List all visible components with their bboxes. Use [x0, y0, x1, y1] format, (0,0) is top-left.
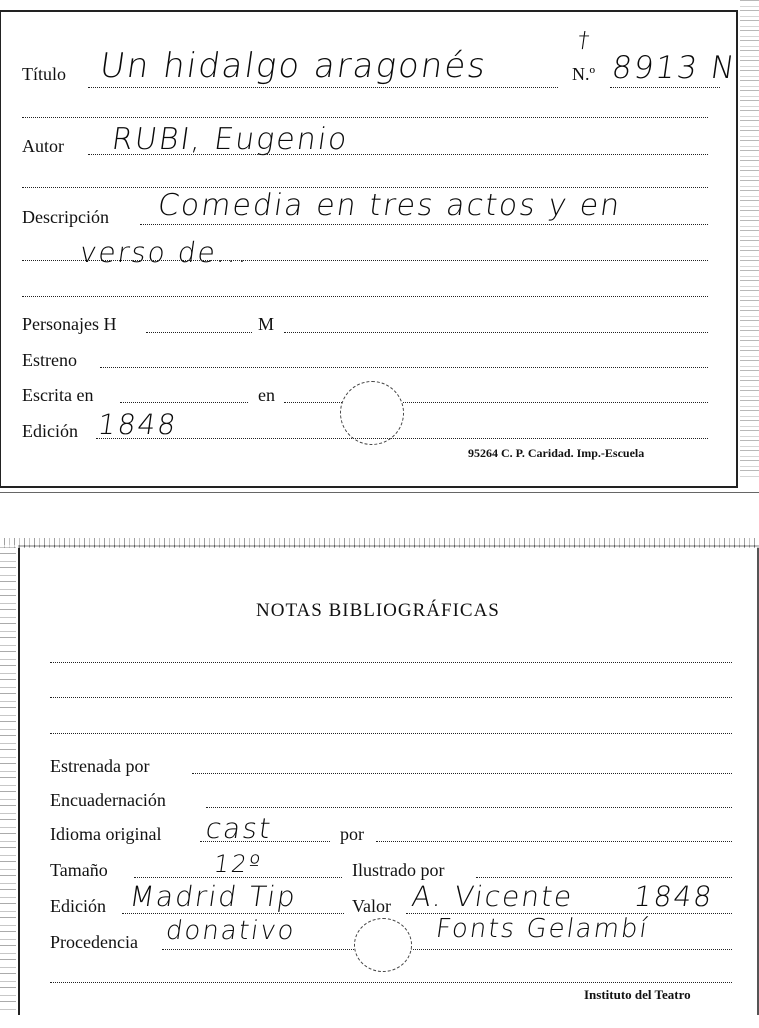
notas-line-1	[50, 662, 732, 663]
scan-edge-noise-top	[0, 538, 759, 548]
procedencia-value: donativo	[163, 916, 298, 946]
edicion-line	[96, 438, 708, 439]
procedencia-extra: Fonts Gelambí	[433, 914, 651, 944]
estreno-line	[100, 367, 708, 368]
idioma-por-label: por	[340, 824, 364, 844]
notas-line-2	[50, 697, 732, 698]
punch-hole	[340, 381, 404, 445]
numero-mark: †	[576, 28, 593, 53]
encuadernacion-line	[206, 807, 732, 808]
tamano-label: Tamaño	[50, 860, 108, 880]
procedencia-label: Procedencia	[50, 932, 138, 952]
valor-label: Valor	[352, 896, 391, 916]
titulo-label: Título	[22, 64, 66, 84]
blank-line-4	[22, 296, 708, 297]
personajes-m-line	[284, 332, 708, 333]
autor-label: Autor	[22, 136, 64, 156]
autor-value: RUBI, Eugenio	[109, 122, 351, 157]
notas-line-bottom	[50, 982, 732, 983]
titulo-value: Un hidalgo aragonés	[97, 46, 490, 86]
notas-line-3	[50, 733, 732, 734]
edicion-label: Edición	[22, 421, 78, 441]
tamano-value: 12º	[212, 850, 264, 878]
notas-heading: NOTAS BIBLIOGRÁFICAS	[256, 600, 500, 621]
personajes-h-line	[146, 332, 252, 333]
blank-line-3	[22, 260, 708, 261]
scan-edge-noise-left	[0, 545, 16, 1015]
estrenada-line	[192, 773, 732, 774]
idioma-value: cast	[203, 812, 275, 845]
institution-footer: Instituto del Teatro	[584, 987, 691, 1002]
procedencia-line	[162, 949, 732, 950]
valor-value: A. Vicente	[409, 880, 576, 913]
descripcion-line1: Comedia en tres actos y en	[155, 188, 624, 223]
personajes-m-label: M	[258, 314, 275, 334]
ilustrado-label: Ilustrado por	[352, 860, 445, 880]
idioma-line	[200, 841, 330, 842]
autor-line	[88, 154, 708, 155]
escrita-label: Escrita en	[22, 385, 94, 405]
blank-line-1	[22, 117, 708, 118]
back-edicion-line	[122, 913, 344, 914]
estreno-label: Estreno	[22, 350, 77, 370]
scan-edge-noise	[740, 0, 759, 480]
ilustrado-line	[476, 877, 732, 878]
descripcion-line	[140, 224, 708, 225]
idioma-label: Idioma original	[50, 824, 162, 844]
back-edicion-value: Madrid Tip	[127, 880, 300, 913]
numero-value: 8913 N	[609, 50, 739, 86]
personajes-label: Personajes H	[22, 314, 117, 334]
encuadernacion-label: Encuadernación	[50, 790, 166, 810]
edicion-value: 1848	[95, 408, 180, 441]
descripcion-label: Descripción	[22, 207, 109, 227]
numero-line	[610, 87, 720, 88]
titulo-line	[88, 87, 558, 88]
punch-hole-back	[354, 918, 412, 972]
card-separator	[0, 492, 759, 493]
idioma-por-line	[376, 841, 732, 842]
estrenada-label: Estrenada por	[50, 756, 150, 776]
back-edicion-label: Edición	[50, 896, 106, 916]
numero-label: N.º	[572, 64, 596, 84]
edicion-year: 1848	[631, 880, 716, 913]
descripcion-line2: verso de...	[77, 236, 252, 269]
imprint-text: 95264 C. P. Caridad. Imp.-Escuela	[468, 446, 645, 460]
escrita-en-label: en	[258, 385, 275, 405]
escrita-line	[120, 402, 248, 403]
